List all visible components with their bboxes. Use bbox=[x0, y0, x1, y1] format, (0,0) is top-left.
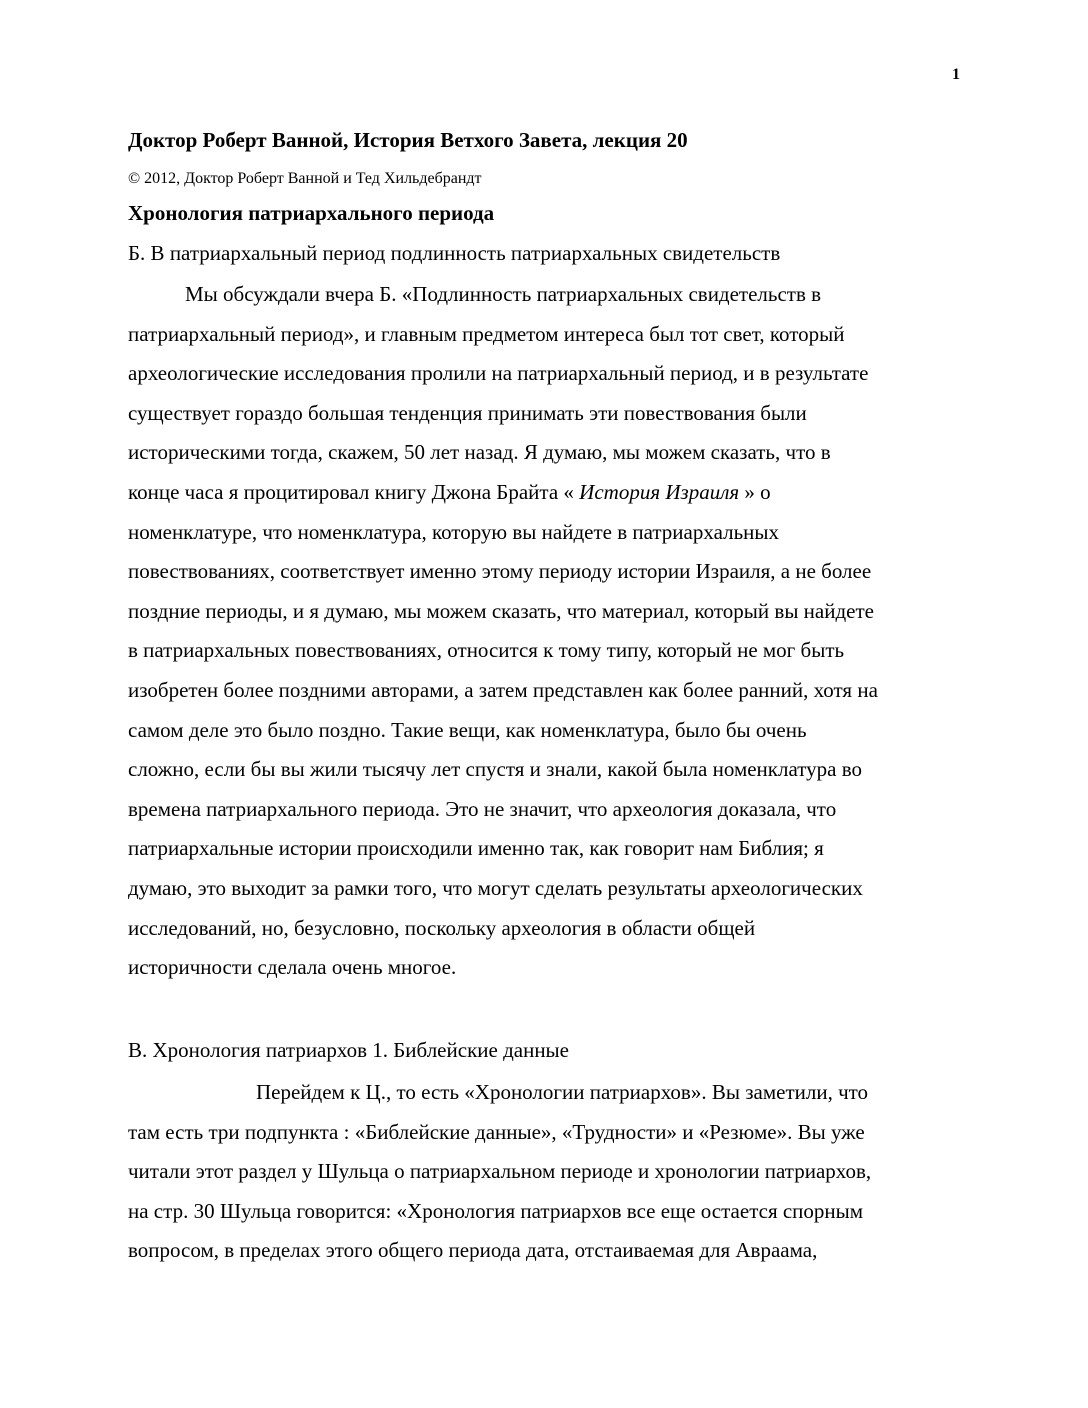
text-line: самом деле это было поздно. Такие вещи, как номенклатура, было бы очень bbox=[128, 717, 807, 742]
text-line: существует гораздо большая тенденция принимать эти повествования были bbox=[128, 400, 807, 425]
text-line: историчности сделала очень многое. bbox=[128, 955, 457, 980]
text-line: патриархальный период», и главным предметом интереса был тот свет, который bbox=[128, 321, 845, 346]
document-title: Доктор Роберт Ванной, История Ветхого Завета, лекция 20 bbox=[128, 128, 688, 152]
text-line: исследований, но, безусловно, поскольку археология в области общей bbox=[128, 915, 756, 940]
text-line: в патриархальных повествованиях, относится к тому типу, который не мог быть bbox=[128, 638, 845, 663]
book-title: История Израиля bbox=[579, 479, 740, 504]
text-line: археологические исследования пролили на патриархальный период, и в результате bbox=[128, 361, 869, 386]
text-line: Перейдем к Ц., то есть «Хронологии патриархов». Вы заметили, что bbox=[256, 1080, 869, 1104]
text-line: Мы обсуждали вчера Б. «Подлинность патриархальных свидетельств в bbox=[185, 282, 822, 306]
subheading-b: Б. В патриархальный период подлинность патриархальных свидетельств bbox=[128, 241, 781, 265]
text-segment: » о bbox=[739, 479, 771, 504]
section-heading: Хронология патриархального периода bbox=[128, 201, 495, 225]
text-line: на стр. 30 Шульца говорится: «Хронология патриархов все еще остается спорным bbox=[128, 1198, 864, 1223]
text-line: вопросом, в пределах этого общего периода дата, отстаиваемая для Авраама, bbox=[128, 1238, 818, 1263]
text-line: изобретен более поздними авторами, а затем представлен как более ранний, хотя на bbox=[128, 677, 878, 702]
text-line: повествованиях, соответствует именно этому периоду истории Израиля, а не более bbox=[128, 559, 872, 584]
text-line: времена патриархального периода. Это не значит, что археология доказала, что bbox=[128, 796, 837, 821]
paragraph-chronology bbox=[128, 1073, 968, 1271]
page-number: 1 bbox=[952, 66, 960, 83]
text-line: поздние периоды, и я думаю, мы можем сказать, что материал, который вы найдете bbox=[128, 598, 874, 623]
text-line: историческими тогда, скажем, 50 лет назад. Я думаю, мы можем сказать, что в bbox=[128, 440, 831, 465]
text-line bbox=[128, 473, 968, 513]
text-line: там есть три подпункта : «Библейские данные», «Трудности» и «Резюме». Вы уже bbox=[128, 1119, 865, 1144]
text-line: читали этот раздел у Шульца о патриархальном периоде и хронологии патриархов, bbox=[128, 1159, 872, 1184]
copyright-line: © 2012, Доктор Роберт Ванной и Тед Хильдебрандт bbox=[128, 170, 482, 187]
text-segment: конце часа я процитировал книгу Джона Брайта « bbox=[128, 479, 580, 504]
text-line: патриархальные истории происходили именно так, как говорит нам Библия; я bbox=[128, 836, 824, 861]
subheading-c: В. Хронология патриархов 1. Библейские данные bbox=[128, 1038, 569, 1062]
text-line: номенклатуре, что номенклатура, которую вы найдете в патриархальных bbox=[128, 519, 779, 544]
paragraph-authenticity bbox=[128, 275, 968, 988]
text-line: думаю, это выходит за рамки того, что могут сделать результаты археологических bbox=[128, 875, 863, 900]
text-line: сложно, если бы вы жили тысячу лет спустя и знали, какой была номенклатура во bbox=[128, 757, 862, 782]
